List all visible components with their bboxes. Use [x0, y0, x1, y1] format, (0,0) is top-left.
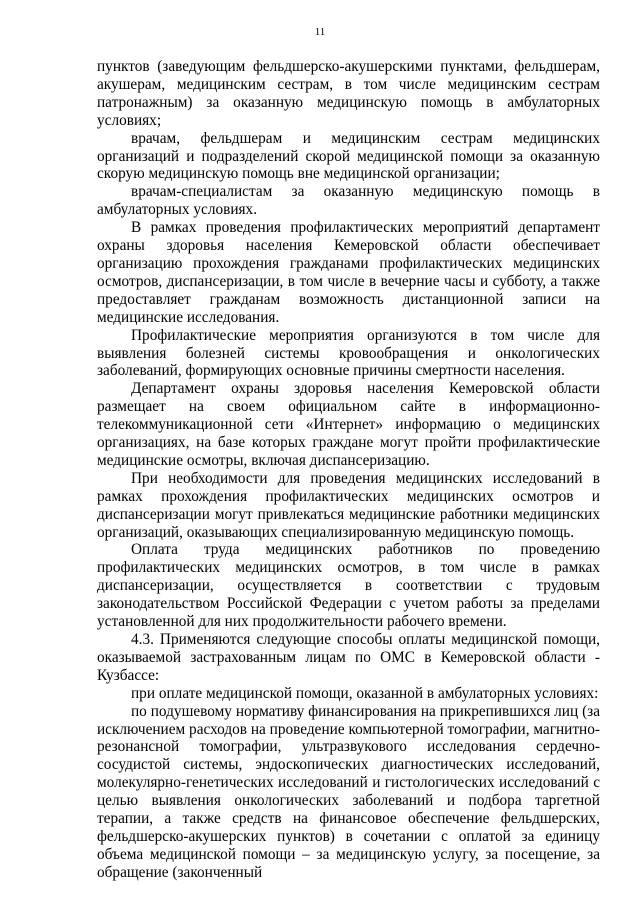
page-number: 11 — [314, 26, 326, 38]
section-heading-paragraph: 4.3. Применяются следующие способы оплаты медицинской помощи, оказываемой застрахованным лицам по ОМС в Кемеровской области - Кузбассе: — [97, 631, 600, 684]
paragraph: по подушевому нормативу финансирования на прикрепившихся лиц (за исключением расходов на проведение компьютерной томографии, магнитно-резонансной томографии, ультразвукового исследования сердечно-сосудистой системы, эндоскопических диагностических исследований, молекулярно-генетических исследований и гистологических исследований с целью выявления онкологических заболеваний и подбора таргетной терапии, а также средств на финансовое обеспечение фельдшерских, фельдшерско-акушерских пунктов) в сочетании с оплатой за единицу объема медицинской помощи – за медицинскую услугу, за посещение, за обращение (законченный — [97, 702, 600, 881]
paragraph: При необходимости для проведения медицинских исследований в рамках прохождения профилактических медицинских осмотров и диспансеризации могут привлекаться медицинские работники медицинских организаций, оказывающих специализированную медицинскую помощь. — [97, 469, 600, 541]
paragraph: Департамент охраны здоровья населения Кемеровской области размещает на своем официальном сайте в информационно-телекоммуникационной сети «Интернет» информацию о медицинских организациях, на базе которых граждане могут пройти профилактические медицинские осмотры, включая диспансеризацию. — [97, 380, 600, 469]
paragraph: врачам-специалистам за оказанную медицинскую помощь в амбулаторных условиях. — [97, 183, 600, 219]
paragraph: В рамках проведения профилактических мероприятий департамент охраны здоровья населения Кемеровской области обеспечивает организацию прохождения гражданами профилактических медицинских осмотров, диспансеризации, в том числе в вечерние часы и субботу, а также предоставляет гражданам возможность дистанционной записи на медицинские исследования. — [97, 219, 600, 326]
paragraph: Профилактические мероприятия организуются в том числе для выявления болезней системы кровообращения и онкологических заболеваний, формирующих основные причины смертности населения. — [97, 326, 600, 380]
paragraph: врачам, фельдшерам и медицинским сестрам медицинских организаций и подразделений скорой медицинской помощи за оказанную скорую медицинскую помощь вне медицинской организации; — [97, 129, 600, 183]
paragraph: пунктов (заведующим фельдшерско-акушерскими пунктами, фельдшерам, акушерам, медицинским сестрам, в том числе медицинским сестрам патронажным) за оказанную медицинскую помощь в амбулаторных условиях; — [97, 58, 600, 129]
paragraph: Оплата труда медицинских работников по проведению профилактических медицинских осмотров, в том числе в рамках диспансеризации, осуществляется в соответствии с трудовым законодательством Российской Федерации с учетом работы за пределами установленной для них продолжительности рабочего времени. — [97, 541, 600, 631]
paragraph: при оплате медицинской помощи, оказанной в амбулаторных условиях: — [131, 684, 599, 702]
document-body — [97, 58, 600, 882]
